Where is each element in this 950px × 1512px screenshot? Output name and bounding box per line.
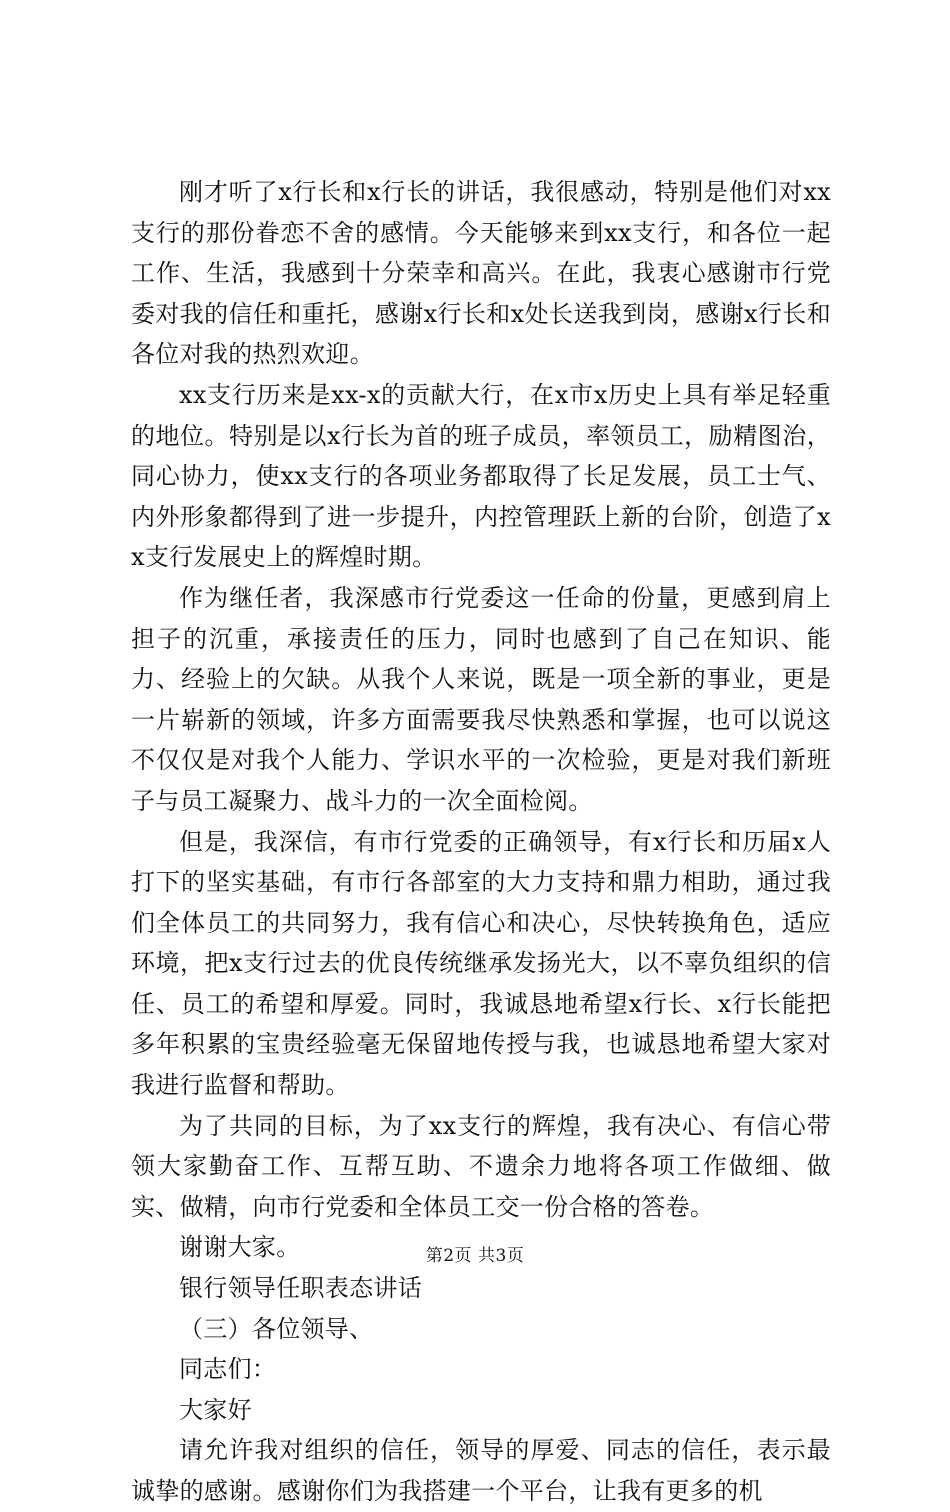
page-number-footer: 第2页 共3页 <box>425 1246 525 1266</box>
paragraph-1: 刚才听了x行长和x行长的讲话，我很感动，特别是他们对xx支行的那份眷恋不舍的感情。今天能够来到xx支行，和各位一起工作、生活，我感到十分荣幸和高兴。在此，我衷心感谢市行党委对我的信任和重托，感谢x行长和x处长送我到岗，感谢x行长和各位对我的热烈欢迎。 <box>131 178 831 369</box>
section-title: 银行领导任职表态讲话 <box>179 1274 422 1303</box>
paragraph-2: xx支行历来是xx-x的贡献大行，在x市x历史上具有举足轻重的地位。特别是以x行长为首的班子成员，率领员工，励精图治，同心协力，使xx支行的各项业务都取得了长足发展，员工士气、内外形象都得到了进一步提升，内控管理跃上新的台阶，创造了xx支行发展史上的辉煌时期。 <box>131 380 831 572</box>
document-body <box>131 172 831 1512</box>
paragraph-6: 请允许我对组织的信任，领导的厚爱、同志的信任，表示最诚挚的感谢。感谢你们为我搭建一个平台，让我有更多的机 <box>131 1436 831 1505</box>
greeting: 大家好 <box>179 1395 252 1424</box>
paragraph-5: 为了共同的目标，为了xx支行的辉煌，我有决心、有信心带领大家勤奋工作、互帮互助、不遗余力地将各项工作做细、做实、做精，向市行党委和全体员工交一份合格的答卷。 <box>131 1111 831 1221</box>
paragraph-4: 但是，我深信，有市行党委的正确领导，有x行长和历届x人打下的坚实基础，有市行各部室的大力支持和鼎力相助，通过我们全体员工的共同努力，我有信心和决心，尽快转换角色，适应环境，把x支行过去的优良传统继承发扬光大，以不辜负组织的信任、员工的希望和厚爱。同时，我诚恳地希望x行长、x行长能把多年积累的宝贵经验毫无保留地传授与我，也诚恳地希望大家对我进行监督和帮助。 <box>131 827 831 1100</box>
paragraph-thanks: 谢谢大家。 <box>179 1233 301 1262</box>
paragraph-3: 作为继任者，我深感市行党委这一任命的份量，更感到肩上担子的沉重，承接责任的压力，同时也感到了自己在知识、能力、经验上的欠缺。从我个人来说，既是一项全新的事业，更是一片崭新的领域，许多方面需要我尽快熟悉和掌握，也可以说这不仅仅是对我个人能力、学识水平的一次检验，更是对我们新班子与员工凝聚力、战斗力的一次全面检阅。 <box>131 583 831 815</box>
salutation-leaders: （三）各位领导、 <box>179 1314 374 1343</box>
salutation-comrades: 同志们： <box>179 1355 277 1384</box>
